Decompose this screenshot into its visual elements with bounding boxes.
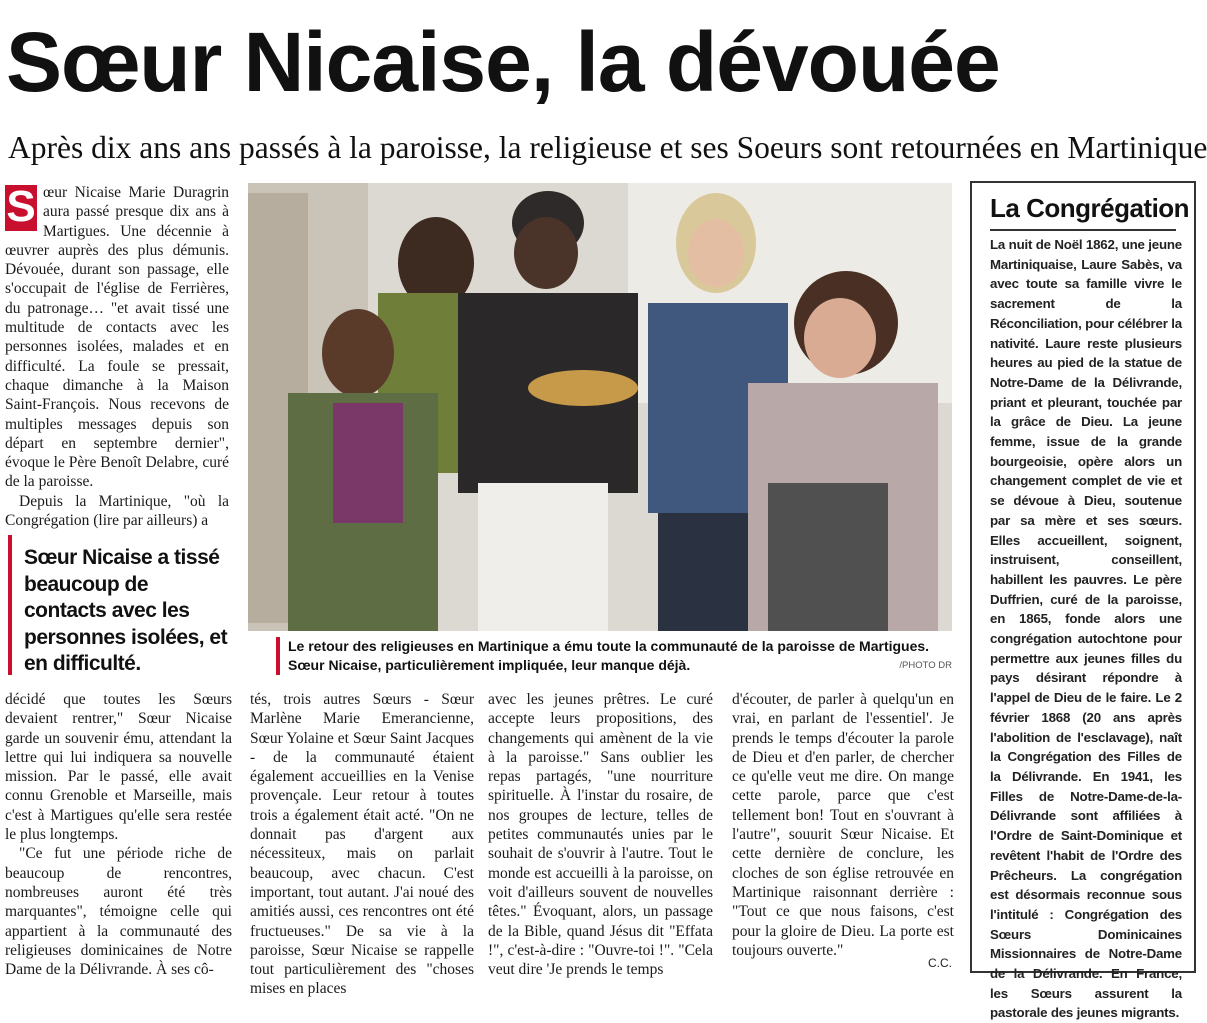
pull-quote-text: Sœur Nicaise a tissé beaucoup de contacts avec les personnes isolées, et en difficulté. xyxy=(24,546,228,675)
pull-quote xyxy=(8,535,233,675)
author-signature: C.C. xyxy=(928,956,952,970)
article-photo xyxy=(248,183,952,631)
sidebar-title: La Congrégation xyxy=(990,193,1190,223)
article-paragraph: d'écouter, de parler à quelqu'un en vrai, en parlant de l'essentiel'. Je prends le temps d'écouter la parole de Dieu et d'en parler, de chercher ce qu'elle veut me dire. On mange cette parole, parce que c'est tellement bon! Tout en s'ouvrant à l'autre", souurit Sœur Nicaise. Et cette dernière de conclure, les cloches de son église retrouvée en Martinique raisonnant derrière : "Tout ce que nous faisons, c'est pour la gloire de Dieu. La porte est toujours ouverte." xyxy=(732,691,954,959)
article-column-3 xyxy=(488,690,713,980)
article-column-4 xyxy=(732,690,954,968)
article-paragraph: "Ce fut une période riche de beaucoup de rencontres, nombreuses auront été très marquantes", témoigne celle qui appartient à la communauté des religieuses dominicaines de Notre Dame de la Délivrande. À ses cô- xyxy=(5,845,232,979)
photo-image xyxy=(248,183,952,631)
article-column-2 xyxy=(250,690,474,998)
drop-cap: S xyxy=(6,182,36,231)
article-paragraph: tés, trois autres Sœurs - Sœur Marlène Marie Emerancienne, Sœur Yolaine et Sœur Saint Jacques - de la communauté étaient également accueillies en la Venise provençale. Leur retour à toutes trois a également était acté. "On ne donnait pas d'argent aux nécessiteux, mais on parlait beaucoup, avec chacun. C'est important, tout autant. J'ai noué des amitiés aussi, ces rencontres ont été fructueuses." De sa vie à la paroisse, Sœur Nicaise se rappelle tout particulièrement des "choses mises en places xyxy=(250,691,474,998)
article-column-1-bottom xyxy=(5,690,232,980)
sidebar-divider xyxy=(990,229,1176,231)
article-paragraph: œur Nicaise Marie Duragrin aura passé presque dix ans à Martigues. Une décennie à œuvrer auprès des plus démunis. Dévouée, durant son passage, elle s'occupait de l'église de Ferrières, du patronage… "et avait tissé une multitude de contacts avec les personnes isolées, malades et en difficulté. La foule se pressait, chaque dimanche à la Maison Saint-François. Nous recevons de multiples messages depuis son départ en septembre dernier", évoque le Père Benoît Delabre, curé de la paroisse. xyxy=(5,184,229,491)
sidebar-text: La nuit de Noël 1862, une jeune Martiniquaise, Laure Sabès, va avec toute sa famille vivre le sacrement de la Réconciliation, pour célébrer la nativité. Laure reste plusieurs heures au pied de la statue de Notre-Dame de la Délivrande, priant et pleurant, touchée par la grâce de Dieu. La jeune femme, issue de la grande bourgeoisie, opère alors un changement complet de vie et se dévoue à Dieu, soutenue par sa mère et ses sœurs. Elles accueillent, soignent, instruisent, conseillent, habillent les pauvres. Le père Duffrien, curé de la paroisse, en 1865, fonde alors une congrégation autochtone pour permettre aux jeunes filles du pays désirant répondre à l'appel de Dieu de le faire. Le 2 février 1868 (20 ans après l'abolition de l'esclavage), naît la Congrégation des Filles de la Délivrande. En 1941, les Filles de Notre-Dame-de-la-Délivrande sont affiliées à l'Ordre de Saint-Dominique et revêtent l'habit de l'Ordre des Prêcheurs. La congrégation est désormais reconnue sous l'intitulé : Congrégation des Sœurs Dominicaines Missionnaires de Notre-Dame de la Délivrande. En France, les Sœurs assurent la pastorale des jeunes migrants. xyxy=(990,237,1182,1021)
article-paragraph: décidé que toutes les Sœurs devaient rentrer," Sœur Nicaise garde un souvenir ému, attendant la lettre qui lui indiquera sa nouvelle mission. Par le passé, elle avait connu Grenoble et Marseille, mais c'est à Martigues qu'elle sera restée le plus longtemps. xyxy=(5,691,232,844)
photo-caption: Le retour des religieuses en Martinique a ému toute la communauté de la paroisse de Martigues. Sœur Nicaise, particulièrement impliquée, leur manque déjà. xyxy=(276,637,964,675)
article-paragraph: Depuis la Martinique, "où la Congrégation (lire par ailleurs) a xyxy=(5,492,229,530)
subheadline: Après dix ans ans passés à la paroisse, la religieuse et ses Soeurs sont retournées en Martinique xyxy=(8,130,1207,165)
article-paragraph: avec les jeunes prêtres. Le curé accepte leurs propositions, des changements qui amènent de la vie à la paroisse." Sans oublier les repas partagés, "une nourriture spirituelle. À l'instar du rosaire, de nos groupes de lecture, telles de petites communautés unies par le souhait de s'ouvrir à l'autre. Tout le monde est accueilli à la paroisse, on voit d'ailleurs souvent de nouvelles têtes." Évoquant, alors, un passage de la Bible, quand Jésus dit "Effata !", c'est-à-dire : "Ouvre-toi !". "Cela veut dire 'Je prends le temps xyxy=(488,691,713,979)
article-column-1-top xyxy=(5,182,229,530)
headline: Sœur Nicaise, la dévouée xyxy=(6,15,1000,109)
sidebar-box xyxy=(970,181,1196,1021)
photo-credit: /PHOTO DR xyxy=(899,660,952,671)
